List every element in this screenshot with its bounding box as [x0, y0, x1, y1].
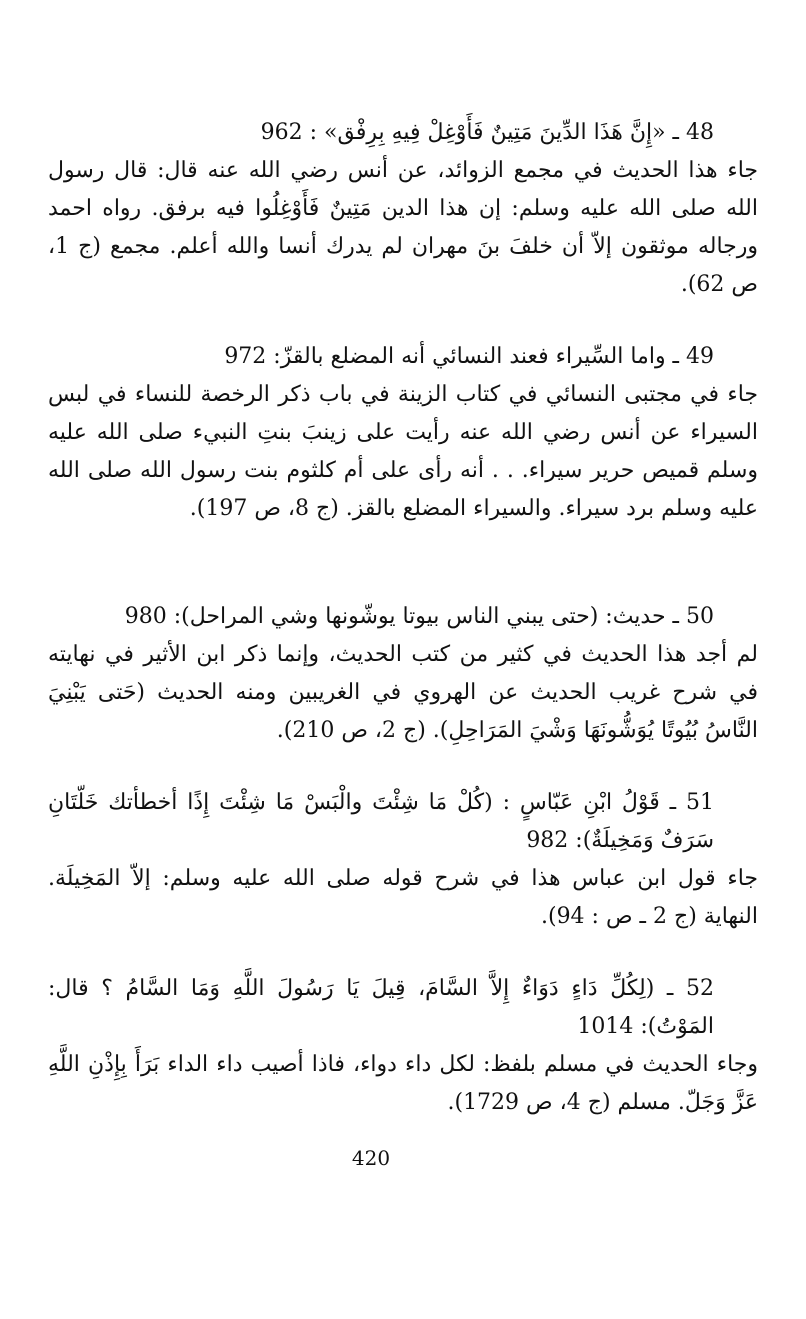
- note-entry-48: [48, 114, 758, 304]
- entry-heading: 48 ـ «إِنَّ هَذَا الدِّينَ مَتِينٌ فَأَوْغِلْ فِيهِ بِرِفْق» : 962: [260, 120, 714, 145]
- note-entry-51: [48, 784, 758, 936]
- entry-heading: 51 ـ قَوْلُ ابْنِ عَبّاسٍ : (كُلْ مَا شِئْتَ والْبَسْ مَا شِئْتَ إِذًا أخطأتك خَلّتَانِ سَرَفٌ وَمَخِيلَةٌ): 982: [48, 790, 714, 853]
- note-entry-50: [48, 598, 758, 750]
- note-entry-49: [48, 338, 758, 528]
- page-number: 420: [351, 1146, 391, 1170]
- entry-body: لم أجد هذا الحديث في كثير من كتب الحديث، وإنما ذكر ابن الأثير في نهايته في شرح غريب الحديث عن الهروي في الغريبين ومنه الحديث (حَتى يَبْنِيَ النَّاسُ بُيُوتًا يُوَشُّونَهَا وَشْيَ المَرَاحِلِ). (ج 2، ص 210).: [48, 642, 758, 743]
- entry-heading: 52 ـ (لِكُلِّ دَاءٍ دَوَاءٌ إِلاَّ السَّامَ، قِيلَ يَا رَسُولَ اللَّهِ وَمَا السَّامُ ؟ قال: المَوْتُ): 1014: [48, 976, 714, 1039]
- entry-body: جاء قول ابن عباس هذا في شرح قوله صلى الله عليه وسلم: إلاّ المَخِيلَة. النهاية (ج 2 ـ ص : 94).: [48, 866, 758, 929]
- entry-heading: 50 ـ حديث: (حتى يبني الناس بيوتا يوشّونها وشي المراحل): 980: [124, 604, 714, 629]
- note-entry-52: [48, 970, 758, 1122]
- entry-heading: 49 ـ واما السِّيراء فعند النسائي أنه المضلع بالقزّ: 972: [224, 344, 714, 369]
- entry-body: جاء هذا الحديث في مجمع الزوائد، عن أنس رضي الله عنه قال: قال رسول الله صلى الله عليه وسلم: إن هذا الدين مَتِينٌ فَأَوْغِلُوا فيه برفق. رواه احمد ورجاله موثقون إلاّ أن خلفَ بنَ مهران لم يدرك أنسا والله أعلم. مجمع (ج 1، ص 62).: [48, 158, 758, 297]
- entry-body: جاء في مجتبى النسائي في كتاب الزينة في باب ذكر الرخصة للنساء في لبس السيراء عن أنس رضي الله عنه رأيت على زينبَ بنتِ النبيء صلى الله عليه وسلم قميص حرير سيراء. . . أنه رأى على أم كلثوم بنت رسول الله صلى الله عليه وسلم برد سيراء. والسيراء المضلع بالقز. (ج 8، ص 197).: [48, 382, 758, 521]
- entry-body: وجاء الحديث في مسلم بلفظ: لكل داء دواء، فاذا أصيب داء الداء بَرَأَ بِإِذْنِ اللَّهِ عَزَّ وَجَلّ. مسلم (ج 4، ص 1729).: [48, 1052, 758, 1115]
